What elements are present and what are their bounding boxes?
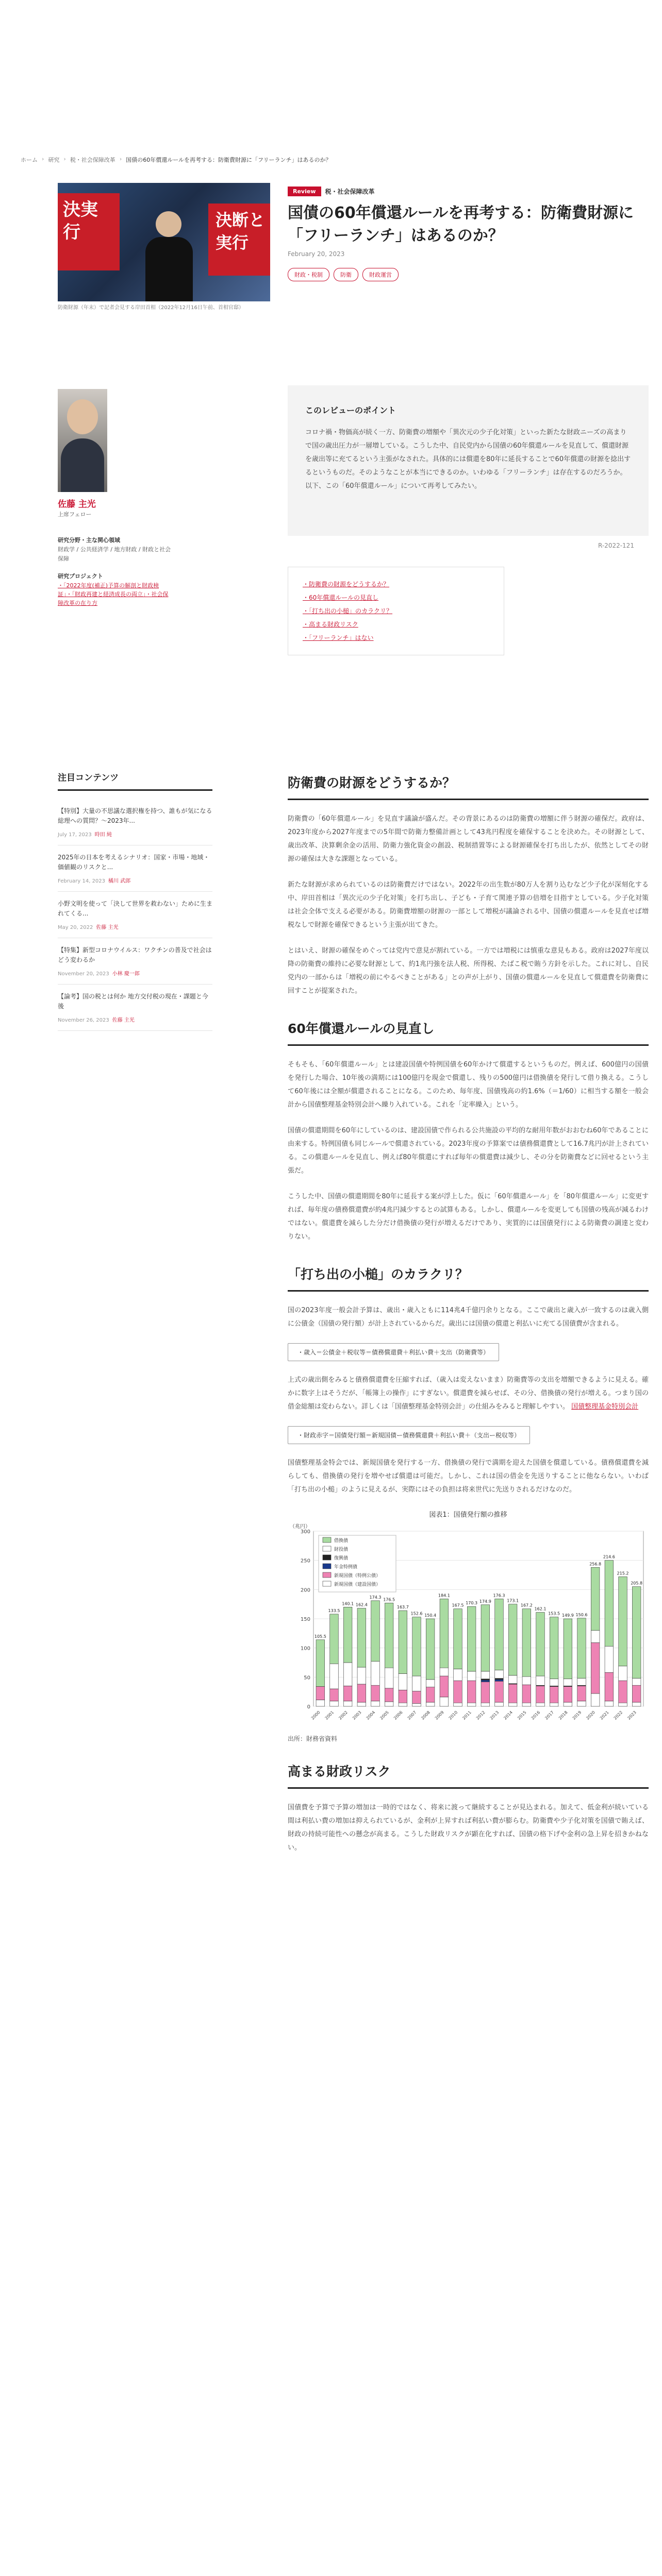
bar-segment [330, 1701, 339, 1706]
bar-segment [426, 1702, 435, 1706]
attention-meta [58, 876, 212, 884]
bar-segment [357, 1702, 366, 1706]
attention-item[interactable] [58, 892, 212, 938]
attention-author[interactable]: 佐藤 主光 [112, 1018, 135, 1023]
table-of-contents [288, 567, 504, 655]
breadcrumb-current: 国債の60年償還ルールを再考する：防衛費財源に「フリーランチ」はあるのか？ [126, 157, 332, 163]
bar-segment [536, 1676, 545, 1685]
x-tick-label: 2008 [420, 1710, 432, 1721]
bar-segment [467, 1703, 476, 1706]
bar-segment [440, 1676, 449, 1697]
legend-swatch [323, 1546, 331, 1551]
bar-segment [440, 1697, 449, 1706]
bar-segment [495, 1679, 504, 1680]
article-body [288, 773, 649, 1867]
x-tick-label: 2014 [503, 1710, 514, 1721]
bar-segment [564, 1679, 572, 1686]
bar-segment [619, 1666, 627, 1681]
bar-total-label: 176.5 [383, 1597, 395, 1602]
bar-segment [330, 1689, 339, 1701]
bar-segment [495, 1670, 504, 1679]
legend-swatch [323, 1564, 331, 1569]
legend-label: 借換債 [334, 1538, 349, 1544]
toc-item[interactable]: ・ 60年償還ルールの見直し [303, 591, 489, 604]
legend-label: 復興債 [334, 1556, 349, 1561]
breadcrumb-separator: › [119, 156, 122, 162]
breadcrumb-home[interactable]: ホーム [21, 157, 38, 163]
paragraph: 国債整理基金特会では、新規国債を発行する一方、借換債の発行で満期を迎えた国債を償還している。債務償還費を減らしても、借換債の発行を増やせば償還は可能だ。しかし、これは国の借金を先送りすることに他ならない。いわば「打ち出の小槌」のように見えるが、実際にはその負担は将来世代に先送りされるだけなのだ。 [288, 1459, 649, 1494]
bar-segment [371, 1701, 380, 1706]
bar-segment [454, 1669, 462, 1681]
bar-segment [412, 1703, 421, 1706]
author-role: 上席フェロー [58, 511, 92, 518]
paragraph: 国の2023年度一般会計予算は、歳出・歳入ともに114兆4千億円余りとなる。ここで歳出と歳入が一致するのは歳入側に公債金（国債の発行額）が計上されているからだ。歳出には国債の償還と利払いに充てる国債費が含まれる。 [288, 1307, 649, 1328]
legend-swatch [323, 1581, 331, 1586]
x-tick-label: 2003 [351, 1710, 362, 1721]
x-tick-label: 2020 [585, 1710, 597, 1721]
bar-segment [467, 1671, 476, 1681]
x-tick-label: 2021 [599, 1710, 610, 1721]
hero-sign-left: 決実行 [58, 193, 120, 270]
paragraph: とはいえ、財源の確保をめぐっては党内で意見が割れている。一方では増税には慎重な意見もある。政府は2027年度以降の防衛費の維持に必要な財源として、約1兆円強を法人税、所得税、たばこ税で賄う方針を示した。これに対し、自民党内の一部からは「増税の前にやるべきことがある」との声が上がり、国債の償還ルールを見直して償還費を防衛費に回すことが提案された。 [288, 947, 649, 995]
x-tick-label: 2019 [571, 1710, 583, 1721]
attention-meta [58, 969, 212, 977]
breadcrumb-separator: › [42, 156, 44, 162]
tag[interactable]: 防衛 [334, 268, 358, 281]
bar-segment [481, 1680, 490, 1682]
bar-total-label: 153.5 [548, 1611, 560, 1616]
bar-total-label: 105.5 [314, 1634, 326, 1639]
x-tick-label: 2000 [310, 1710, 321, 1721]
x-tick-label: 2018 [557, 1710, 569, 1721]
bar-segment [550, 1686, 558, 1703]
bar-total-label: 133.5 [328, 1608, 340, 1613]
bar-segment [371, 1685, 380, 1701]
bar-segment [385, 1668, 393, 1688]
section-heading: 「打ち出の小槌」のカラクリ？ [288, 1264, 649, 1292]
bar-segment [385, 1688, 393, 1702]
bar-segment [343, 1701, 352, 1706]
bar-segment [399, 1690, 407, 1703]
toc-item[interactable]: ・ 「打ち出の小槌」のカラクリ？ [303, 604, 489, 618]
tag-list [288, 268, 399, 281]
attention-title[interactable]: 【特集】新型コロナウイルス：ワクチンの普及で社会はどう変わるか [58, 946, 212, 963]
bar-segment [619, 1703, 627, 1706]
bar-total-label: 150.4 [424, 1613, 437, 1618]
x-tick-label: 2017 [544, 1710, 555, 1721]
attention-heading: 注目コンテンツ [58, 770, 212, 791]
bar-segment [619, 1577, 627, 1666]
attention-author[interactable]: 佐藤 主光 [96, 925, 119, 930]
summary-box [288, 385, 649, 536]
bar-segment [632, 1679, 641, 1686]
paragraph-text: 上式の歳出側をみると債務償還費を圧縮すれば、（歳入は変えないまま）防衛費等の支出を増額できるように見える。確かに数字上はそうだが、「帳簿上の操作」にすぎない。償還費を減らせば、その分、借換債の発行が増える。つまり国の借金総額は変わらない。詳しくは「国債整理基金特別会計」の仕組みをみると理解しやすい。 [288, 1376, 649, 1411]
breadcrumb-separator: › [63, 156, 66, 162]
x-tick-label: 2006 [392, 1710, 404, 1721]
bar-total-label: 173.1 [507, 1598, 519, 1603]
bar-segment [467, 1681, 476, 1703]
bar-segment [508, 1604, 517, 1675]
y-tick-label: 100 [300, 1646, 310, 1652]
page-title: 国債の60年償還ルールを再考する：防衛費財源に「フリーランチ」はあるのか？ [288, 204, 634, 245]
bar-segment [426, 1619, 435, 1680]
equation-box: ・財政赤字＝国債発行額＝新規国債ー債務償還費＋利払い費＋（支出ー税収等） [288, 1426, 530, 1444]
bar-segment [399, 1703, 407, 1706]
bar-segment [440, 1668, 449, 1676]
hero-caption: 防衛財源（年末）で記者会見する岸田首相（2022年12月16日午前、首相官邸） [58, 305, 244, 311]
legend-swatch [323, 1537, 331, 1543]
bond-chart [288, 1509, 649, 1729]
bar-total-label: 174.9 [479, 1599, 491, 1604]
legend-label: 新規国債（建設国債） [334, 1582, 381, 1587]
bar-total-label: 256.8 [589, 1562, 602, 1567]
bar-segment [619, 1681, 627, 1703]
attention-item[interactable] [58, 799, 212, 845]
y-axis-label: （兆円） [290, 1524, 310, 1530]
bar-segment [495, 1702, 504, 1706]
bar-segment [632, 1702, 641, 1706]
bar-segment [412, 1617, 421, 1676]
y-tick-label: 150 [300, 1617, 310, 1622]
attention-title[interactable]: 【特別】大量の不思議な選択権を持つ、誰もが気になる総理への質問？〜2023年... [58, 807, 212, 824]
bar-segment [343, 1607, 352, 1663]
project-link[interactable]: ・「2022年度(補正)予算の解剖と財政検証」・「財政再建と経済成長の両立」・社会保障改革の在り方 [58, 582, 169, 606]
project-label: 研究プロジェクト [58, 573, 103, 580]
x-tick-label: 2005 [379, 1710, 390, 1721]
category-label[interactable]: 税・社会保障改革 [325, 188, 375, 195]
special-account-link[interactable]: 国債整理基金特別会計 [571, 1403, 639, 1411]
paragraph: 国債の償還期間を60年にしているのは、建設国債で作られる公共施設の平均的な耐用年数がおおむね60年であることに由来する。特例国債も同じルールで償還されている。2023年度の予算案では債務償還費として16.7兆円が計上されている。この償還ルールを見直し、例えば80年償還にすれば毎年の償還費は減少し、その分を防衛費などに回せるという主張だ。 [288, 1127, 649, 1175]
y-tick-label: 0 [307, 1704, 310, 1710]
bar-segment [508, 1684, 517, 1703]
attention-item[interactable] [58, 845, 212, 892]
attention-meta [58, 830, 212, 838]
bar-segment [481, 1682, 490, 1703]
bar-total-label: 176.3 [493, 1593, 505, 1598]
attention-date: November 20, 2023 [58, 971, 109, 977]
paragraph [288, 1374, 649, 1414]
attention-date: May 20, 2022 [58, 925, 93, 930]
article-category [288, 187, 375, 196]
paragraph: 国債費を予算で予算の増加は一時的ではなく、将来に渡って継続することが見込まれる。加えて、低金利が続いている間は利払い費の増加は抑えられているが、金利が上昇すれば利払い費が膨らむ。防衛費や少子化対策を国債で賄えば、財政の持続可能性への懸念が高まる。こうした財政リスクが顕在化すれば、国債の格下げや金利の急上昇を招きかねない。 [288, 1804, 649, 1852]
bar-segment [495, 1599, 504, 1670]
paragraph: そもそも、「60年償還ルール」とは建設国債や特例国債を60年かけて償還するというものだ。例えば、600億円の国債を発行した場合、10年後の満期には100億円を現金で償還し、残りの500億円は借換債を発行して借り換える。こうして60年後には全額が償還されることになる。このため、毎年度、国債残高の約1.6%（＝1/60）に相当する額を一般会計から国債整理基金特別会計へ繰り入れている。これを「定率繰入」という。 [288, 1061, 649, 1109]
bar-segment [577, 1618, 586, 1679]
bar-segment [550, 1703, 558, 1706]
bar-segment [605, 1701, 614, 1706]
equation-box: ・歳入＝公債金＋税収等＝債務償還費＋利払い費＋支出（防衛費等） [288, 1343, 499, 1361]
bar-segment [385, 1702, 393, 1706]
category-badge: Review [288, 187, 321, 196]
bar-segment [564, 1619, 572, 1679]
bar-segment [591, 1567, 600, 1630]
x-tick-label: 2016 [530, 1710, 541, 1721]
attention-title[interactable]: 2025年の日本を考えるシナリオ：国家・市場・地域・価値観のリスクと... [58, 854, 210, 871]
bar-segment [343, 1686, 352, 1701]
author-bio-label: 研究分野・主な関心領域 [58, 537, 120, 544]
x-tick-label: 2009 [434, 1710, 445, 1721]
bar-segment [426, 1687, 435, 1702]
bar-total-label: 162.4 [355, 1602, 368, 1607]
hero-sign-right: 決断と実行 [208, 204, 270, 276]
summary-heading: このレビューのポイント [305, 405, 396, 415]
bar-segment [605, 1646, 614, 1672]
section-heading: 60年償還ルールの見直し [288, 1019, 649, 1046]
bar-segment [522, 1685, 531, 1703]
bar-segment [564, 1686, 572, 1702]
bar-total-label: 184.1 [438, 1593, 450, 1598]
bar-segment [371, 1662, 380, 1685]
bar-segment [481, 1605, 490, 1671]
x-tick-label: 2001 [324, 1710, 335, 1721]
bar-total-label: 214.6 [603, 1554, 615, 1560]
x-tick-label: 2010 [448, 1710, 459, 1721]
bar-segment [330, 1614, 339, 1664]
bar-total-label: 205.8 [631, 1581, 643, 1586]
x-tick-label: 2011 [461, 1710, 473, 1721]
toc-item[interactable]: ・ 防衛費の財源をどうするか？ [303, 578, 489, 591]
bar-segment [591, 1631, 600, 1643]
bar-total-label: 149.9 [561, 1613, 574, 1618]
bar-segment [454, 1703, 462, 1706]
legend-label: 財投債 [334, 1547, 349, 1552]
bar-segment [371, 1601, 380, 1662]
toc-item[interactable]: ・ 高まる財政リスク [303, 618, 489, 631]
bar-segment [385, 1603, 393, 1668]
legend-swatch [323, 1572, 331, 1578]
bar-segment [522, 1703, 531, 1706]
attention-author[interactable]: 小林 慶一郎 [112, 971, 140, 977]
bar-segment [550, 1617, 558, 1679]
summary-text: コロナ禍・物価高が続く一方、防衛費の増額や「異次元の少子化対策」といった新たな財政ニーズの高まりで国の歳出圧力が一層増している。こうした中、自民党内から国債の60年償還ルールを見直して、償還財源を歳出等に充てるという主張がなされた。具体的には償還を80年に延長することで60年償還の財源を捻出するというものだ。そのようなことが本当にできるのか。いわゆる「フリーランチ」は存在するのだろうか。以下、この「60年償還ルール」について再考してみたい。 [305, 429, 631, 490]
bar-total-label: 170.3 [466, 1601, 478, 1606]
bar-segment [357, 1667, 366, 1684]
y-tick-label: 200 [300, 1587, 310, 1594]
bar-segment [412, 1691, 421, 1704]
breadcrumb [21, 156, 332, 164]
x-tick-label: 2004 [365, 1710, 376, 1721]
bar-segment [343, 1663, 352, 1686]
bar-segment [495, 1680, 504, 1681]
chart-svg [288, 1521, 649, 1727]
bar-segment [522, 1676, 531, 1685]
bar-segment [426, 1680, 435, 1687]
attention-date: July 17, 2023 [58, 832, 92, 838]
bar-segment [577, 1701, 586, 1706]
bar-segment [330, 1664, 339, 1689]
bar-segment [536, 1686, 545, 1703]
paragraph: 防衛費の「60年償還ルール」を見直す議論が盛んだ。その背景にあるのは防衛費の増額に伴う財源の確保だ。政府は、2023年度から2027年度までの5年間で防衛力整備計画として43兆円程度を確保することを決めた。その財源として、歳出改革、決算剰余金の活用、防衛力強化資金の創設、税制措置等による財源確保を打ち出したが、依然としてその財源の確保は大きな課題となっている。 [288, 815, 649, 863]
bar-segment [316, 1686, 325, 1700]
toc-item[interactable]: ・ 「フリーランチ」はない [303, 631, 489, 645]
bar-segment [454, 1609, 462, 1669]
x-tick-label: 2007 [406, 1710, 418, 1721]
tag[interactable]: 財政運営 [362, 268, 399, 281]
bar-total-label: 167.2 [520, 1603, 533, 1608]
attention-author[interactable]: 橘川 武郎 [108, 878, 131, 884]
bar-segment [536, 1703, 545, 1706]
bar-total-label: 162.1 [534, 1606, 547, 1612]
bar-segment [357, 1684, 366, 1702]
bar-segment [632, 1685, 641, 1702]
hero-person-head [156, 211, 181, 237]
bar-segment [399, 1674, 407, 1690]
bar-segment [591, 1642, 600, 1693]
section-heading: 防衛費の財源をどうするか？ [288, 773, 649, 800]
bar-segment [467, 1606, 476, 1671]
bar-segment [481, 1671, 490, 1679]
hero-person-body [145, 237, 193, 301]
x-tick-label: 2015 [516, 1710, 527, 1721]
bar-segment [454, 1681, 462, 1703]
legend-swatch [323, 1555, 331, 1560]
y-tick-label: 50 [304, 1675, 310, 1681]
paragraph: こうした中、国債の償還期間を80年に延長する案が浮上した。仮に「60年償還ルール」を「80年償還ルール」に変更すれば、毎年度の債務償還費が約4兆円減少するとの試算もある。しかし、償還ルールを変更しても国債の残高が減るわけではない。償還費を減らした分だけ借換債の発行が増えるだけであり、実質的には国債発行による防衛費の調達と変わりない。 [288, 1193, 649, 1241]
x-tick-label: 2002 [338, 1710, 349, 1721]
bar-total-label: 167.5 [452, 1603, 464, 1608]
author-name[interactable]: 佐藤 主光 [58, 499, 96, 510]
attention-item[interactable] [58, 938, 212, 985]
bar-segment [316, 1700, 325, 1706]
bar-segment [357, 1608, 366, 1667]
bar-segment [481, 1679, 490, 1680]
bar-segment [495, 1681, 504, 1702]
bar-segment [605, 1561, 614, 1647]
bar-total-label: 150.6 [575, 1612, 588, 1617]
bar-segment [591, 1693, 600, 1706]
bar-segment [632, 1587, 641, 1679]
tag[interactable]: 財政・税制 [288, 268, 329, 281]
bar-segment [412, 1676, 421, 1691]
attention-meta [58, 1015, 212, 1023]
bar-segment [522, 1609, 531, 1676]
article-code: R-2022-121 [598, 542, 634, 549]
bar-segment [316, 1640, 325, 1687]
breadcrumb-research[interactable]: 研究 [48, 157, 60, 163]
y-tick-label: 300 [300, 1529, 310, 1535]
bar-total-label: 174.3 [369, 1595, 382, 1600]
author-avatar[interactable] [58, 389, 107, 492]
paragraph: 新たな財源が求められているのは防衛費だけではない。2022年の出生数が80万人を割り込むなど少子化が深刻化する中、岸田首相は「異次元の少子化対策」を打ち出し、子ども・子育て関連予算の倍増を目指すとしている。少子化対策は社会全体で支える必要がある。防衛費増額の財源の一部として増税が議論される中、国債の償還ルールを見直せば増税なしで財源を確保できるという主張が出てきた。 [288, 881, 649, 929]
attention-title[interactable]: 小野文明を使って「決して世界を救わない」ために生まれてくる... [58, 900, 213, 917]
bar-segment [605, 1672, 614, 1701]
legend-label: 年金特例債 [334, 1565, 358, 1570]
hero-image [58, 183, 270, 301]
bar-total-label: 163.7 [396, 1605, 409, 1610]
bar-segment [399, 1611, 407, 1673]
attention-item[interactable] [58, 985, 212, 1031]
bar-segment [440, 1599, 449, 1668]
bar-total-label: 140.1 [342, 1601, 354, 1606]
chart-title: 図表1：国債発行額の推移 [429, 1511, 507, 1519]
x-tick-label: 2012 [475, 1710, 486, 1721]
bar-segment [577, 1679, 586, 1686]
author-bio: 財政学 / 公共経済学 / 地方財政 / 財政と社会保障 [58, 546, 171, 562]
publish-date: February 20, 2023 [288, 250, 345, 258]
x-tick-label: 2013 [489, 1710, 500, 1721]
bar-segment [481, 1703, 490, 1706]
chart-source: 出所：財務省資料 [288, 1735, 338, 1742]
x-tick-label: 2022 [613, 1710, 624, 1721]
attention-author[interactable]: 時田 純 [94, 832, 112, 838]
attention-meta [58, 923, 212, 930]
section-heading: 高まる財政リスク [288, 1761, 649, 1789]
bar-segment [508, 1675, 517, 1684]
legend-label: 新規国債（特例公債） [334, 1573, 381, 1579]
attention-sidebar [58, 770, 212, 1031]
x-tick-label: 2023 [626, 1710, 638, 1721]
attention-date: November 26, 2023 [58, 1018, 109, 1023]
breadcrumb-category[interactable]: 税・社会保障改革 [70, 157, 115, 163]
y-tick-label: 250 [300, 1558, 310, 1564]
bar-segment [564, 1702, 572, 1706]
attention-date: February 14, 2023 [58, 878, 106, 884]
bar-segment [550, 1679, 558, 1686]
bar-segment [536, 1613, 545, 1676]
bar-segment [508, 1703, 517, 1706]
attention-title[interactable]: 【論考】国の税とは何か 地方交付税の現在・課題と今後 [58, 993, 208, 1010]
bar-segment [577, 1686, 586, 1701]
bar-total-label: 152.6 [410, 1611, 423, 1616]
bar-total-label: 215.2 [617, 1571, 629, 1576]
